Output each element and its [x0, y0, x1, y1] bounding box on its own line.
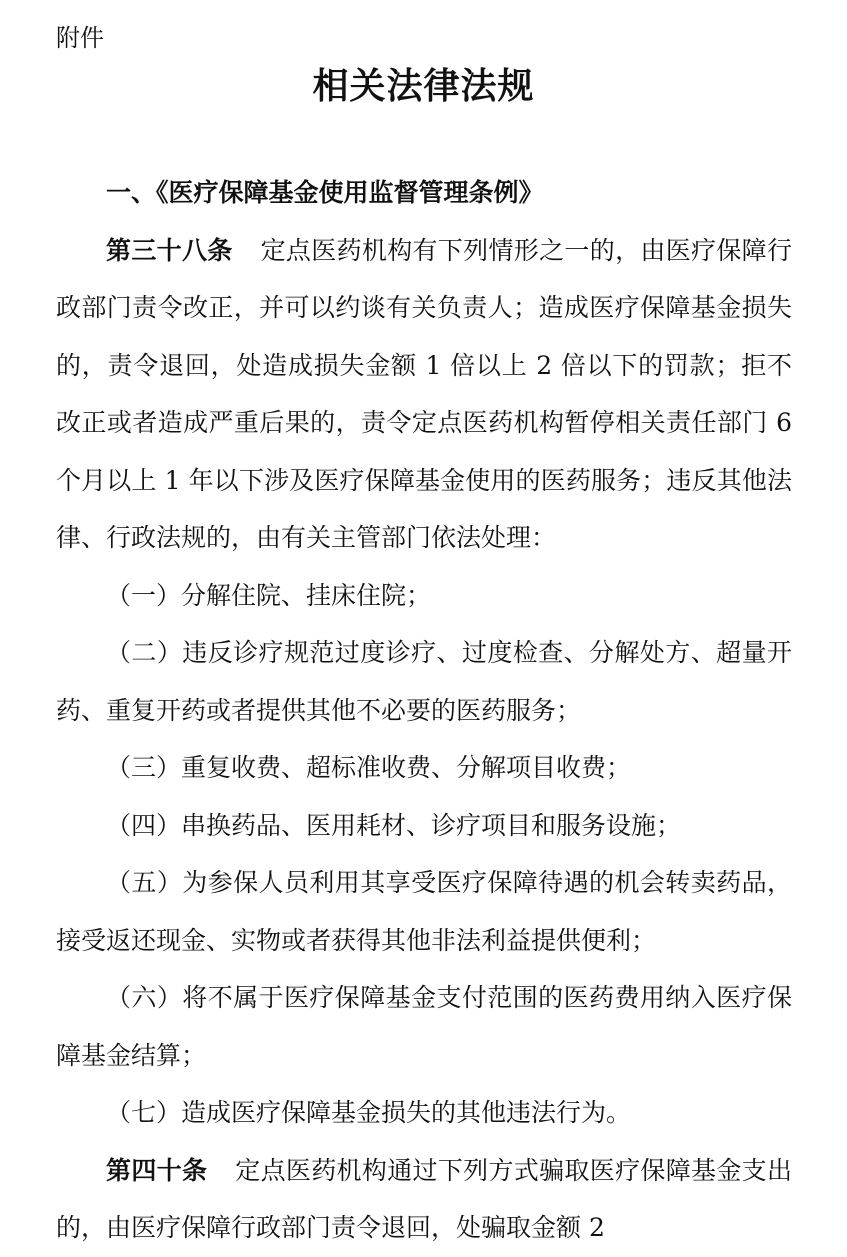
list-item: （七）造成医疗保障基金损失的其他违法行为。: [106, 1098, 632, 1127]
article-38-text: 定点医药机构有下列情形之一的，由医疗保障行政部门责令改正，并可以约谈有关负责人；造成医疗保障基金损失的，责令退回，处造成损失金额 1 倍以上 2 倍以下的罚款；拒不改正或者造成严重后果的，责令定点医药机构暂停相关责任部门 6 个月以上 1 年以下涉及医疗保障基金使用的医药服务；违反其他法律、行政法规的，由有关主管部门依法处理：: [56, 235, 792, 552]
document-title: 相关法律法规: [312, 66, 535, 107]
list-item: （二）违反诊疗规范过度诊疗、过度检查、分解处方、超量开药、重复开药或者提供其他不必要的医药服务；: [56, 638, 792, 725]
list-item: （四）串换药品、医用耗材、诊疗项目和服务设施；: [106, 810, 682, 840]
document-body: [56, 164, 792, 1257]
article-40-paragraph: [56, 1142, 792, 1257]
article-38-label: 第三十八条: [106, 235, 233, 265]
list-item: （一）分解住院、挂床住院；: [106, 580, 432, 610]
article-40-label: 第四十条: [106, 1155, 208, 1185]
list-item: （六）将不属于医疗保障基金支付范围的医药费用纳入医疗保障基金结算；: [56, 983, 792, 1070]
attachment-label: 附件: [56, 24, 104, 52]
list-item: （五）为参保人员利用其享受医疗保障待遇的机会转卖药品，接受返还现金、实物或者获得其他非法利益提供便利；: [56, 868, 792, 955]
article-40-text: 定点医药机构通过下列方式骗取医疗保障基金支出的，由医疗保障行政部门责令退回，处骗取金额 2: [56, 1155, 792, 1242]
list-item: （三）重复收费、超标准收费、分解项目收费；: [106, 753, 632, 782]
article-38-paragraph: [56, 222, 792, 567]
section-heading: 一、《医疗保障基金使用监督管理条例》: [106, 178, 544, 207]
